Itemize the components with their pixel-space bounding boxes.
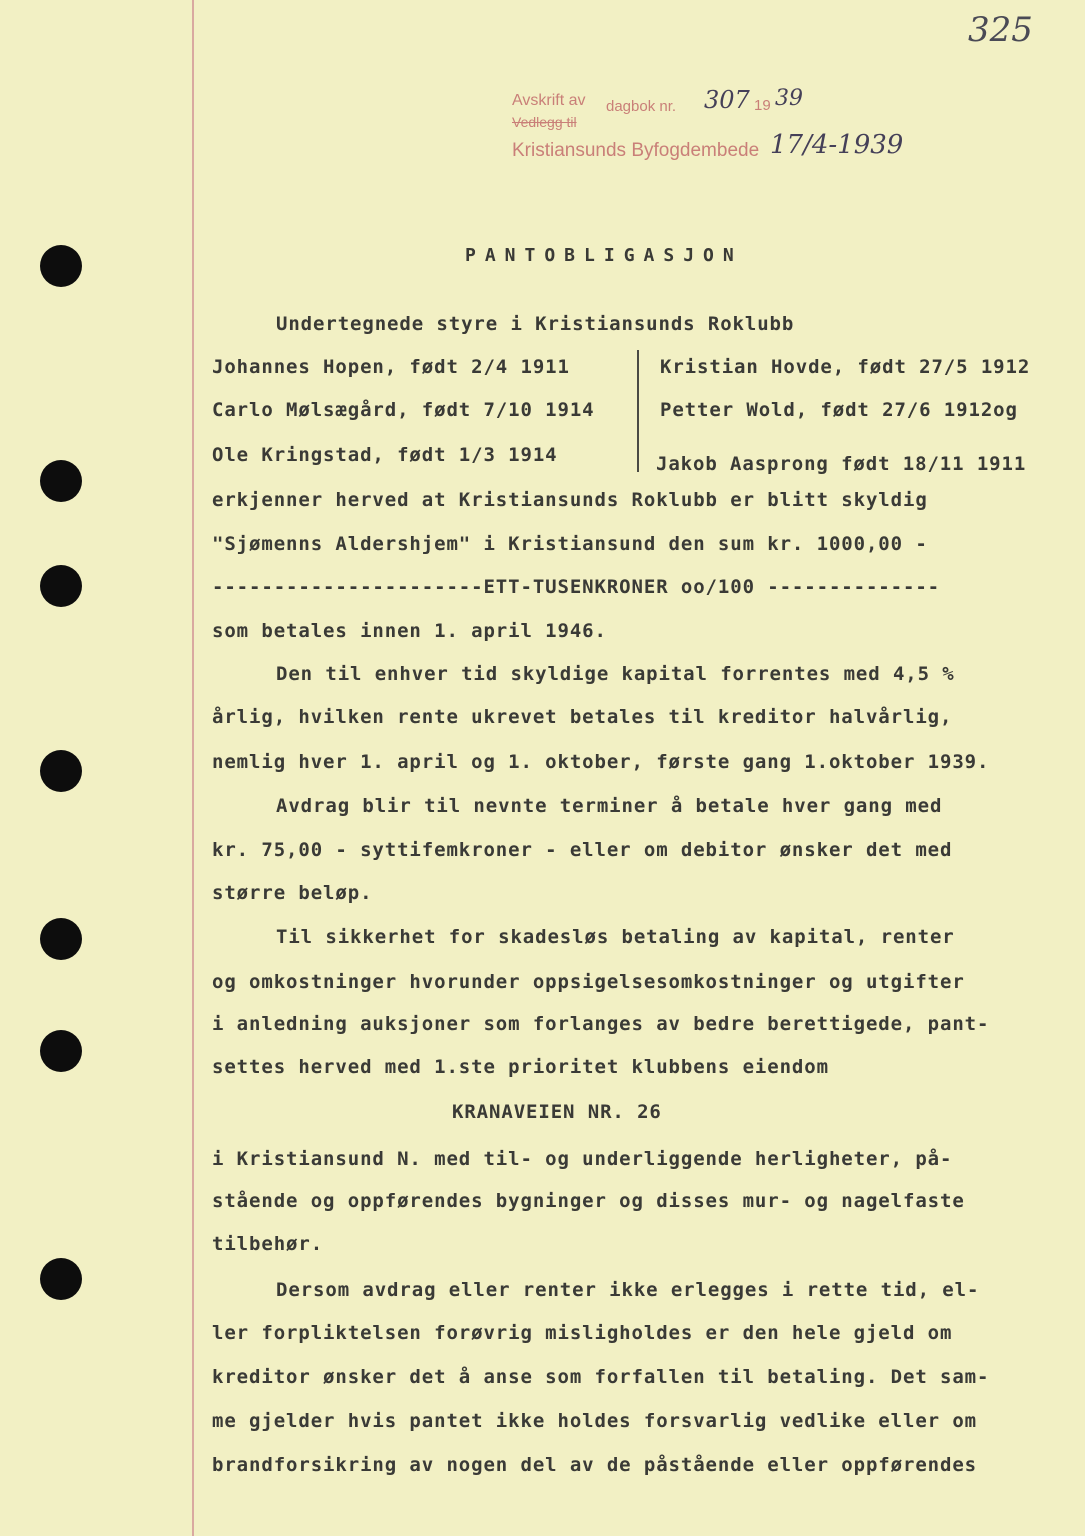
body-line: nemlig hver 1. april og 1. oktober, første gang 1.oktober 1939. <box>212 751 990 773</box>
amount-in-words-line: ----------------------ETT-TUSENKRONER oo/100 -------------- <box>212 576 940 598</box>
stamp-year-suffix: 39 <box>775 86 803 111</box>
stamp-avskrift: Avskrift av <box>512 92 586 109</box>
signatory: Petter Wold, født 27/6 1912og <box>660 399 1018 421</box>
body-line: Dersom avdrag eller renter ikke erlegges i rette tid, el- <box>276 1279 980 1301</box>
body-line: i Kristiansund N. med til- og underliggende herligheter, på- <box>212 1148 953 1170</box>
body-line: i anledning auksjoner som forlanges av bedre berettigede, pant- <box>212 1013 990 1035</box>
punch-hole <box>40 918 82 960</box>
margin-line <box>192 0 194 1536</box>
stamp-dagbok-number: 307 <box>704 86 750 114</box>
body-line: "Sjømenns Aldershjem" i Kristiansund den sum kr. 1000,00 - <box>212 533 928 555</box>
body-line: erkjenner herved at Kristiansunds Roklubb er blitt skyldig <box>212 489 928 511</box>
body-line: Til sikkerhet for skadesløs betaling av kapital, renter <box>276 926 955 948</box>
body-line: me gjelder hvis pantet ikke holdes forsvarlig vedlike eller om <box>212 1410 978 1432</box>
body-line: tilbehør. <box>212 1233 324 1255</box>
signatory-divider <box>637 350 639 472</box>
body-line: brandforsikring av nogen del av de påstående eller oppførendes <box>212 1454 978 1476</box>
property-address: KRANAVEIEN NR. 26 <box>452 1101 662 1123</box>
body-line: kreditor ønsker det å anse som forfallen til betaling. Det sam- <box>212 1366 990 1388</box>
stamp-court: Kristiansunds Byfogdembede <box>512 140 760 161</box>
punch-hole <box>40 460 82 502</box>
stamp-vedlegg: Vedlegg til <box>512 114 577 130</box>
punch-hole <box>40 565 82 607</box>
punch-hole <box>40 750 82 792</box>
body-line: Den til enhver tid skyldige kapital forrentes med 4,5 % <box>276 663 955 685</box>
stamp-year-prefix: 19 <box>754 97 771 114</box>
punch-hole <box>40 1030 82 1072</box>
punch-hole <box>40 245 82 287</box>
body-line: Avdrag blir til nevnte terminer å betale hver gang med <box>276 795 943 817</box>
body-line: større beløp. <box>212 882 373 904</box>
signatory: Jakob Aasprong født 18/11 1911 <box>656 453 1027 475</box>
body-line: som betales innen 1. april 1946. <box>212 620 607 642</box>
body-line: kr. 75,00 - syttifemkroner - eller om debitor ønsker det med <box>212 839 953 861</box>
signatory: Carlo Mølsægård, født 7/10 1914 <box>212 399 595 421</box>
signatory: Ole Kringstad, født 1/3 1914 <box>212 444 558 466</box>
punch-hole <box>40 1258 82 1300</box>
stamp-date: 17/4-1939 <box>770 130 904 160</box>
document-title: PANTOBLIGASJON <box>465 245 743 266</box>
body-line: årlig, hvilken rente ukrevet betales til kreditor halvårlig, <box>212 706 953 728</box>
body-line: og omkostninger hvorunder oppsigelsesomkostninger og utgifter <box>212 971 965 993</box>
stamp-dagbok: dagbok nr. <box>606 98 677 115</box>
body-line: stående og oppførendes bygninger og disses mur- og nagelfaste <box>212 1190 965 1212</box>
signatory: Kristian Hovde, født 27/5 1912 <box>660 356 1031 378</box>
page-number: 325 <box>968 10 1033 50</box>
signatory: Johannes Hopen, født 2/4 1911 <box>212 356 570 378</box>
intro-line: Undertegnede styre i Kristiansunds Roklubb <box>276 313 795 335</box>
body-line: settes herved med 1.ste prioritet klubbens eiendom <box>212 1056 829 1078</box>
body-line: ler forpliktelsen forøvrig misligholdes er den hele gjeld om <box>212 1322 953 1344</box>
